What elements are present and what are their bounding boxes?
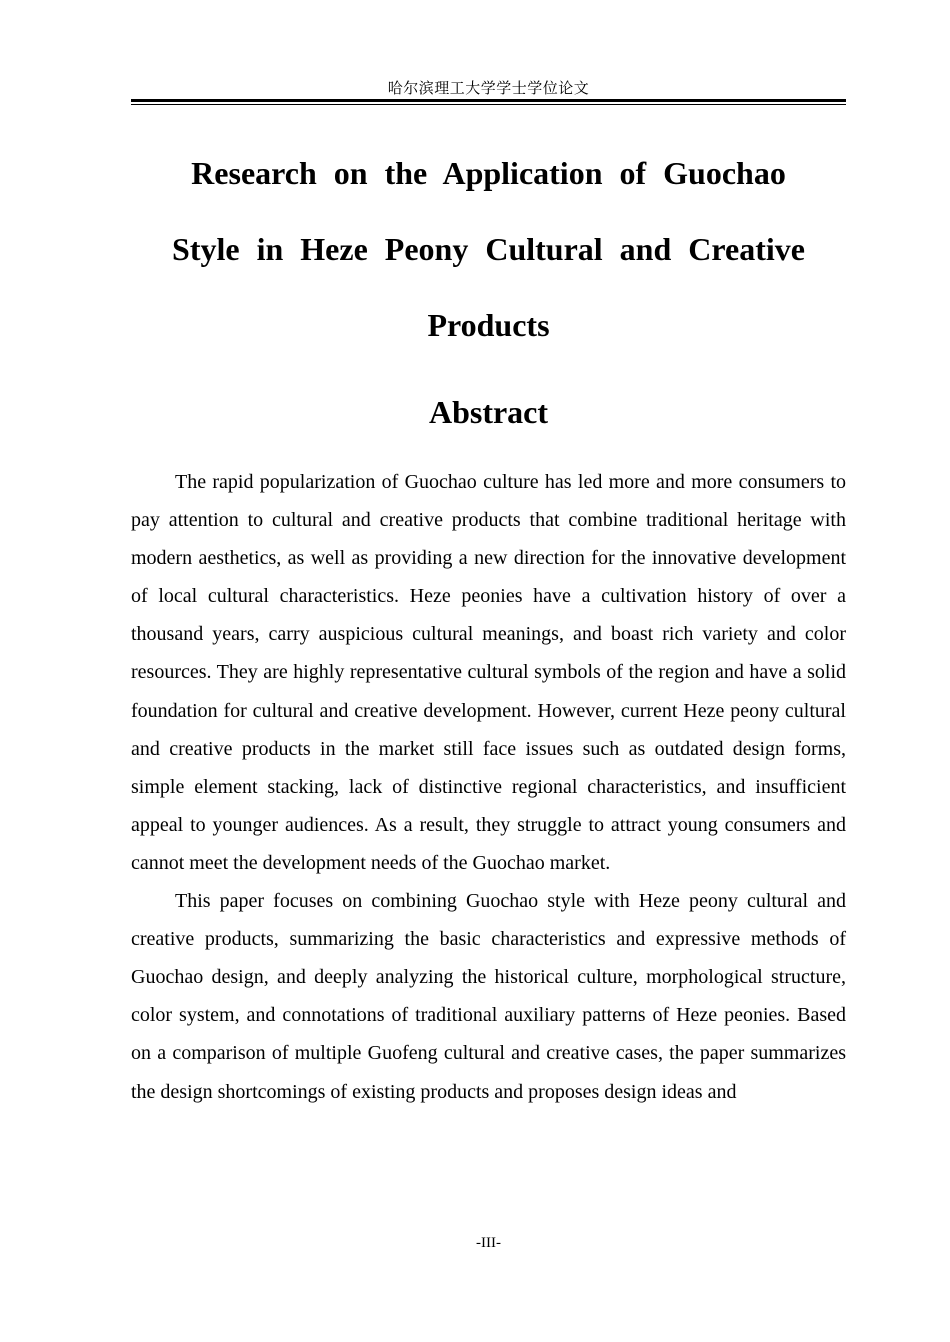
abstract-paragraph-2: This paper focuses on combining Guochao style with Heze peony cultural and creative products, summarizing the basic characteristics and expressive methods of Guochao design, and deeply analyzing the historical culture, morphological structure, color system, and connotations of traditional auxiliary patterns of Heze peonies. Based on a comparison of multiple Guofeng cultural and creative cases, the paper summarizes the design shortcomings of existing products and proposes design ideas and [131, 890, 846, 1103]
header-rule-thick [131, 99, 846, 102]
paper-title [131, 135, 846, 363]
abstract-body [131, 463, 846, 1111]
running-header: 哈尔滨理工大学学士学位论文 [387, 81, 590, 97]
abstract-heading: Abstract [428, 394, 549, 430]
header-rule-thin [131, 104, 846, 105]
title-line-3: Products [427, 307, 550, 343]
page-number: -III- [476, 1235, 501, 1251]
abstract-paragraph-1: The rapid popularization of Guochao culture has led more and more consumers to pay attention to cultural and creative products that combine traditional heritage with modern aesthetics, as well as providing a new direction for the innovative development of local cultural characteristics. Heze peonies have a cultivation history of over a thousand years, carry auspicious cultural meanings, and boast rich variety and color resources. They are highly representative cultural symbols of the region and have a solid foundation for cultural and creative development. However, current Heze peony cultural and creative products in the market still face issues such as outdated design forms, simple element stacking, lack of distinctive regional characteristics, and insufficient appeal to younger audiences. As a result, they struggle to attract young consumers and cannot meet the development needs of the Guochao market. [131, 471, 846, 874]
title-line-1: Research on the Application of Guochao [191, 155, 786, 191]
title-line-2: Style in Heze Peony Cultural and Creative [172, 231, 805, 267]
